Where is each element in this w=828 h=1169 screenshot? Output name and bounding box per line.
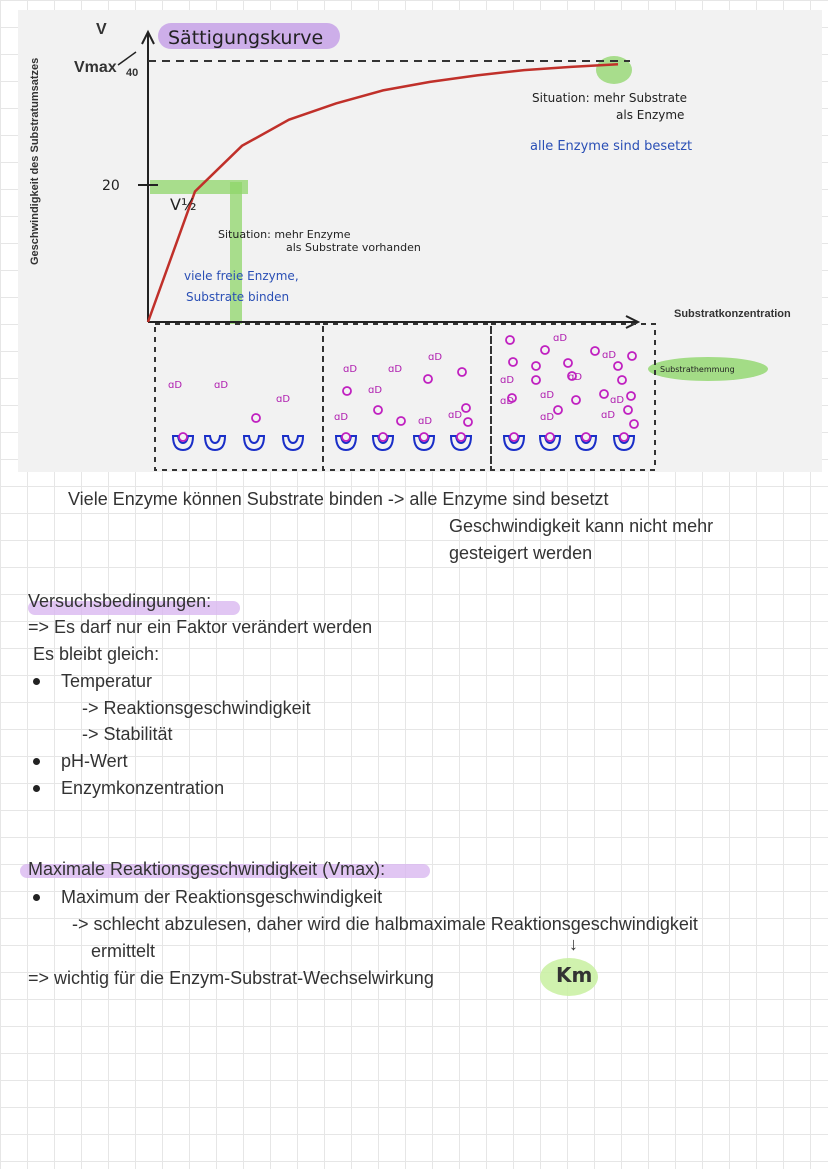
annotation-top-line2: als Enzyme	[616, 108, 685, 122]
product-pair: ɑD	[388, 364, 403, 375]
bullet-temperatur: Temperatur	[61, 671, 153, 691]
annotation-besetzt: alle Enzyme sind besetzt	[530, 139, 693, 154]
product-pair: ɑD	[540, 412, 555, 423]
summary-line-1: Viele Enzyme können Substrate binden -> alle Enzyme sind besetzt	[68, 489, 609, 509]
km-arrow: ↓	[569, 934, 578, 954]
product-pair: ɑD	[602, 350, 617, 361]
summary-line-2: Geschwindigkeit kann nicht mehr	[449, 516, 714, 536]
annotation-free-line2: Substrate binden	[186, 290, 290, 304]
section1-title: Versuchsbedingungen:	[28, 591, 212, 611]
section2-line-2: ermittelt	[91, 941, 156, 961]
temperatur-sub-1: -> Reaktionsgeschwindigkeit	[82, 698, 311, 718]
product-pair: ɑD	[343, 364, 358, 375]
product-pair: ɑD	[428, 352, 443, 363]
annotation-mid-line1: Situation: mehr Enzyme	[218, 228, 351, 241]
vmax-label: Vmax	[74, 59, 117, 76]
section2-line-1: -> schlecht abzulesen, daher wird die halbmaximale Reaktionsgeschwindigkeit	[72, 914, 698, 934]
temperatur-sub-2: -> Stabilität	[82, 724, 173, 744]
product-pair: ɑD	[500, 396, 515, 407]
y-axis-label: Geschwindigkeit des Substratumsatzes	[29, 57, 41, 265]
product-pair: ɑD	[500, 375, 515, 386]
bullet-dot	[33, 894, 40, 901]
km-label: Km	[556, 963, 593, 987]
half-v-label: V½	[170, 195, 197, 214]
summary-line-3: gesteigert werden	[449, 543, 593, 563]
bullet-enzymkonzentration: Enzymkonzentration	[61, 778, 225, 798]
product-pair: ɑD	[568, 372, 583, 383]
product-pair: ɑD	[334, 412, 349, 423]
section1-line-2: Es bleibt gleich:	[33, 644, 160, 664]
annotation-mid-line2: als Substrate vorhanden	[286, 241, 421, 254]
vmax-value: 40	[126, 67, 139, 79]
section1-line-1: => Es darf nur ein Faktor verändert werden	[28, 617, 373, 637]
product-pair: ɑD	[448, 410, 463, 421]
product-pair: ɑD	[168, 380, 183, 391]
section2-title: Maximale Reaktionsgeschwindigkeit (Vmax):	[28, 859, 386, 879]
tick-20-label: 20	[102, 178, 120, 194]
chart-title: Sättigungskurve	[168, 27, 324, 49]
annotation-top-line1: Situation: mehr Substrate	[532, 91, 688, 105]
product-pair: ɑD	[276, 394, 291, 405]
product-pair: ɑD	[540, 390, 555, 401]
bullet-ph-wert: pH-Wert	[61, 751, 128, 771]
substrathemmung-label: Substrathemmung	[660, 365, 735, 374]
section2-bullet: Maximum der Reaktionsgeschwindigkeit	[61, 887, 383, 907]
v-label: V	[96, 21, 107, 38]
product-pair: ɑD	[610, 395, 625, 406]
product-pair: ɑD	[601, 410, 616, 421]
bullet-dot	[33, 678, 40, 685]
product-pair: ɑD	[553, 333, 568, 344]
section2-line-3: => wichtig für die Enzym-Substrat-Wechselwirkung	[28, 968, 434, 988]
product-pair: ɑD	[214, 380, 229, 391]
product-pair: ɑD	[368, 385, 383, 396]
x-axis-label: Substratkonzentration	[674, 308, 791, 320]
annotation-free-line1: viele freie Enzyme,	[184, 269, 299, 283]
bullet-dot	[33, 785, 40, 792]
bullet-dot	[33, 758, 40, 765]
product-pair: ɑD	[418, 416, 433, 427]
